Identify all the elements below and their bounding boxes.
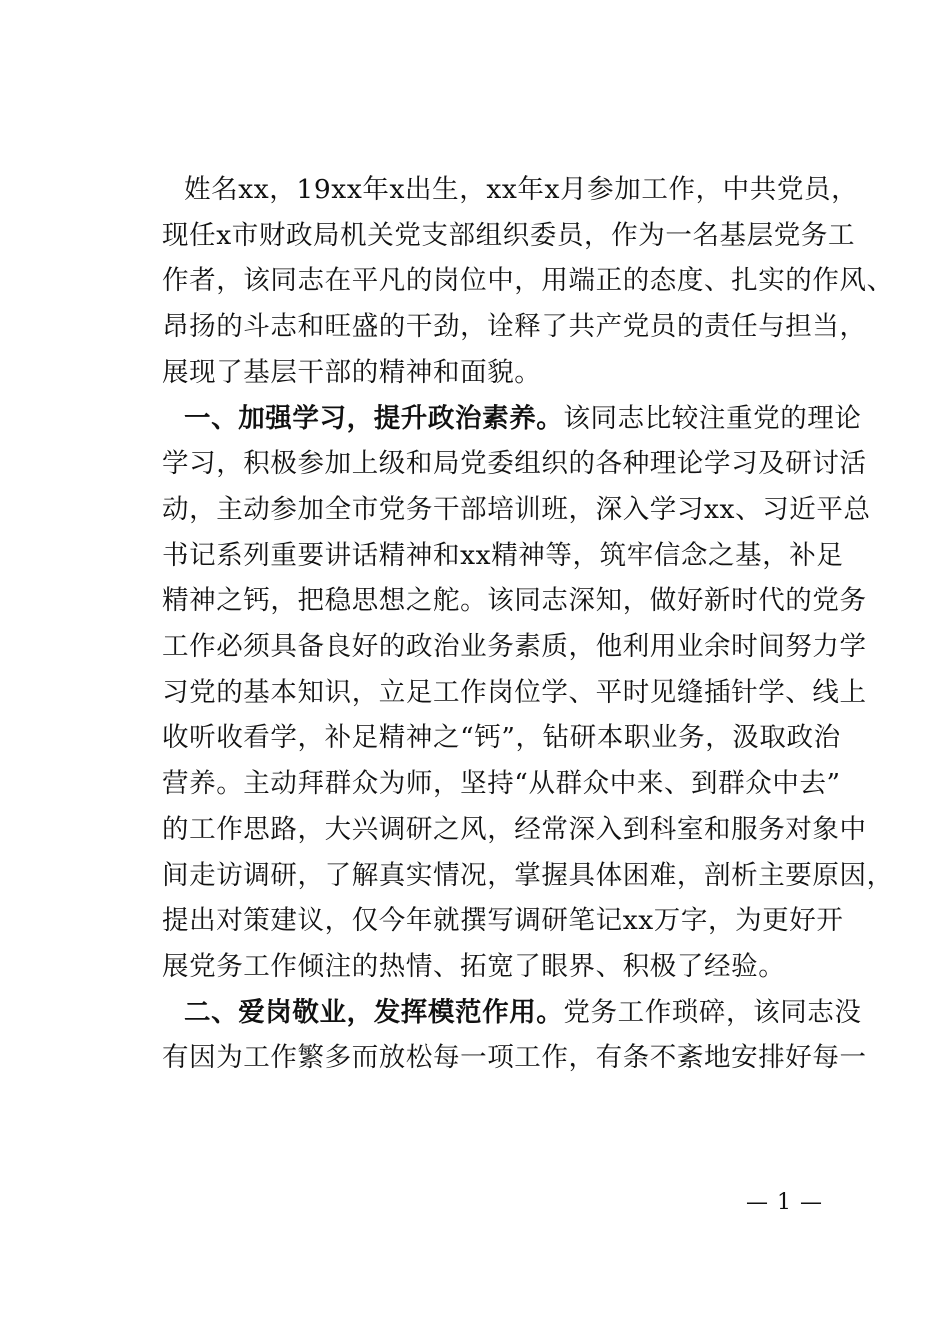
text-run: 该同志比较注重党的理论 xyxy=(563,402,862,434)
text-line: 展现了基层干部的精神和面貌。 xyxy=(162,356,542,388)
section-first-line xyxy=(162,990,862,1036)
text-line: 现任x市财政局机关党支部组织委员，作为一名基层党务工 xyxy=(162,219,856,251)
text-run: 党务工作琐碎，该同志没 xyxy=(563,996,862,1028)
document-body xyxy=(162,167,894,1081)
text-line: 展党务工作倾注的热情、拓宽了眼界、积极了经验。 xyxy=(162,950,786,982)
text-line: 姓名xx，19xx年x出生，xx年x月参加工作，中共党员， xyxy=(184,174,859,205)
paragraph-section-2 xyxy=(162,990,867,1081)
text-line: 作者，该同志在平凡的岗位中，用端正的态度、扎实的作风、 xyxy=(162,265,894,297)
paragraph-intro xyxy=(162,167,894,396)
paragraph-section-1 xyxy=(162,396,894,990)
text-line: 精神之钙，把稳思想之舵。该同志深知，做好新时代的党务 xyxy=(162,585,867,617)
text-line: 工作必须具备良好的政治业务素质，他利用业余时间努力学 xyxy=(162,631,867,663)
section-heading: 二、爱岗敬业，发挥模范作用。 xyxy=(184,996,564,1028)
text-line: 学习，积极参加上级和局党委组织的各种理论学习及研讨活 xyxy=(162,448,867,480)
text-line: 收听收看学，补足精神之“钙”，钻研本职业务，汲取政治 xyxy=(162,722,841,754)
page-number: — 1 — xyxy=(746,1190,823,1215)
text-line: 动，主动参加全市党务干部培训班，深入学习xx、习近平总 xyxy=(162,493,871,525)
text-line: 昂扬的斗志和旺盛的干劲，诠释了共产党员的责任与担当， xyxy=(162,311,867,343)
text-line: 的工作思路，大兴调研之风，经常深入到科室和服务对象中 xyxy=(162,813,867,845)
text-line: 书记系列重要讲话精神和xx精神等，筑牢信念之基，补足 xyxy=(162,539,844,571)
text-line: 提出对策建议，仅今年就撰写调研笔记xx万字，为更好开 xyxy=(162,905,844,937)
section-heading: 一、加强学习，提升政治素养。 xyxy=(184,402,564,434)
section-first-line xyxy=(162,396,862,442)
text-line: 有因为工作繁多而放松每一项工作，有条不紊地安排好每一 xyxy=(162,1042,867,1074)
text-line: 营养。主动拜群众为师，坚持“从群众中来、到群众中去” xyxy=(162,768,841,800)
text-line: 间走访调研，了解真实情况，掌握具体困难，剖析主要原因， xyxy=(162,859,894,891)
text-line: 习党的基本知识，立足工作岗位学、平时见缝插针学、线上 xyxy=(162,676,867,708)
